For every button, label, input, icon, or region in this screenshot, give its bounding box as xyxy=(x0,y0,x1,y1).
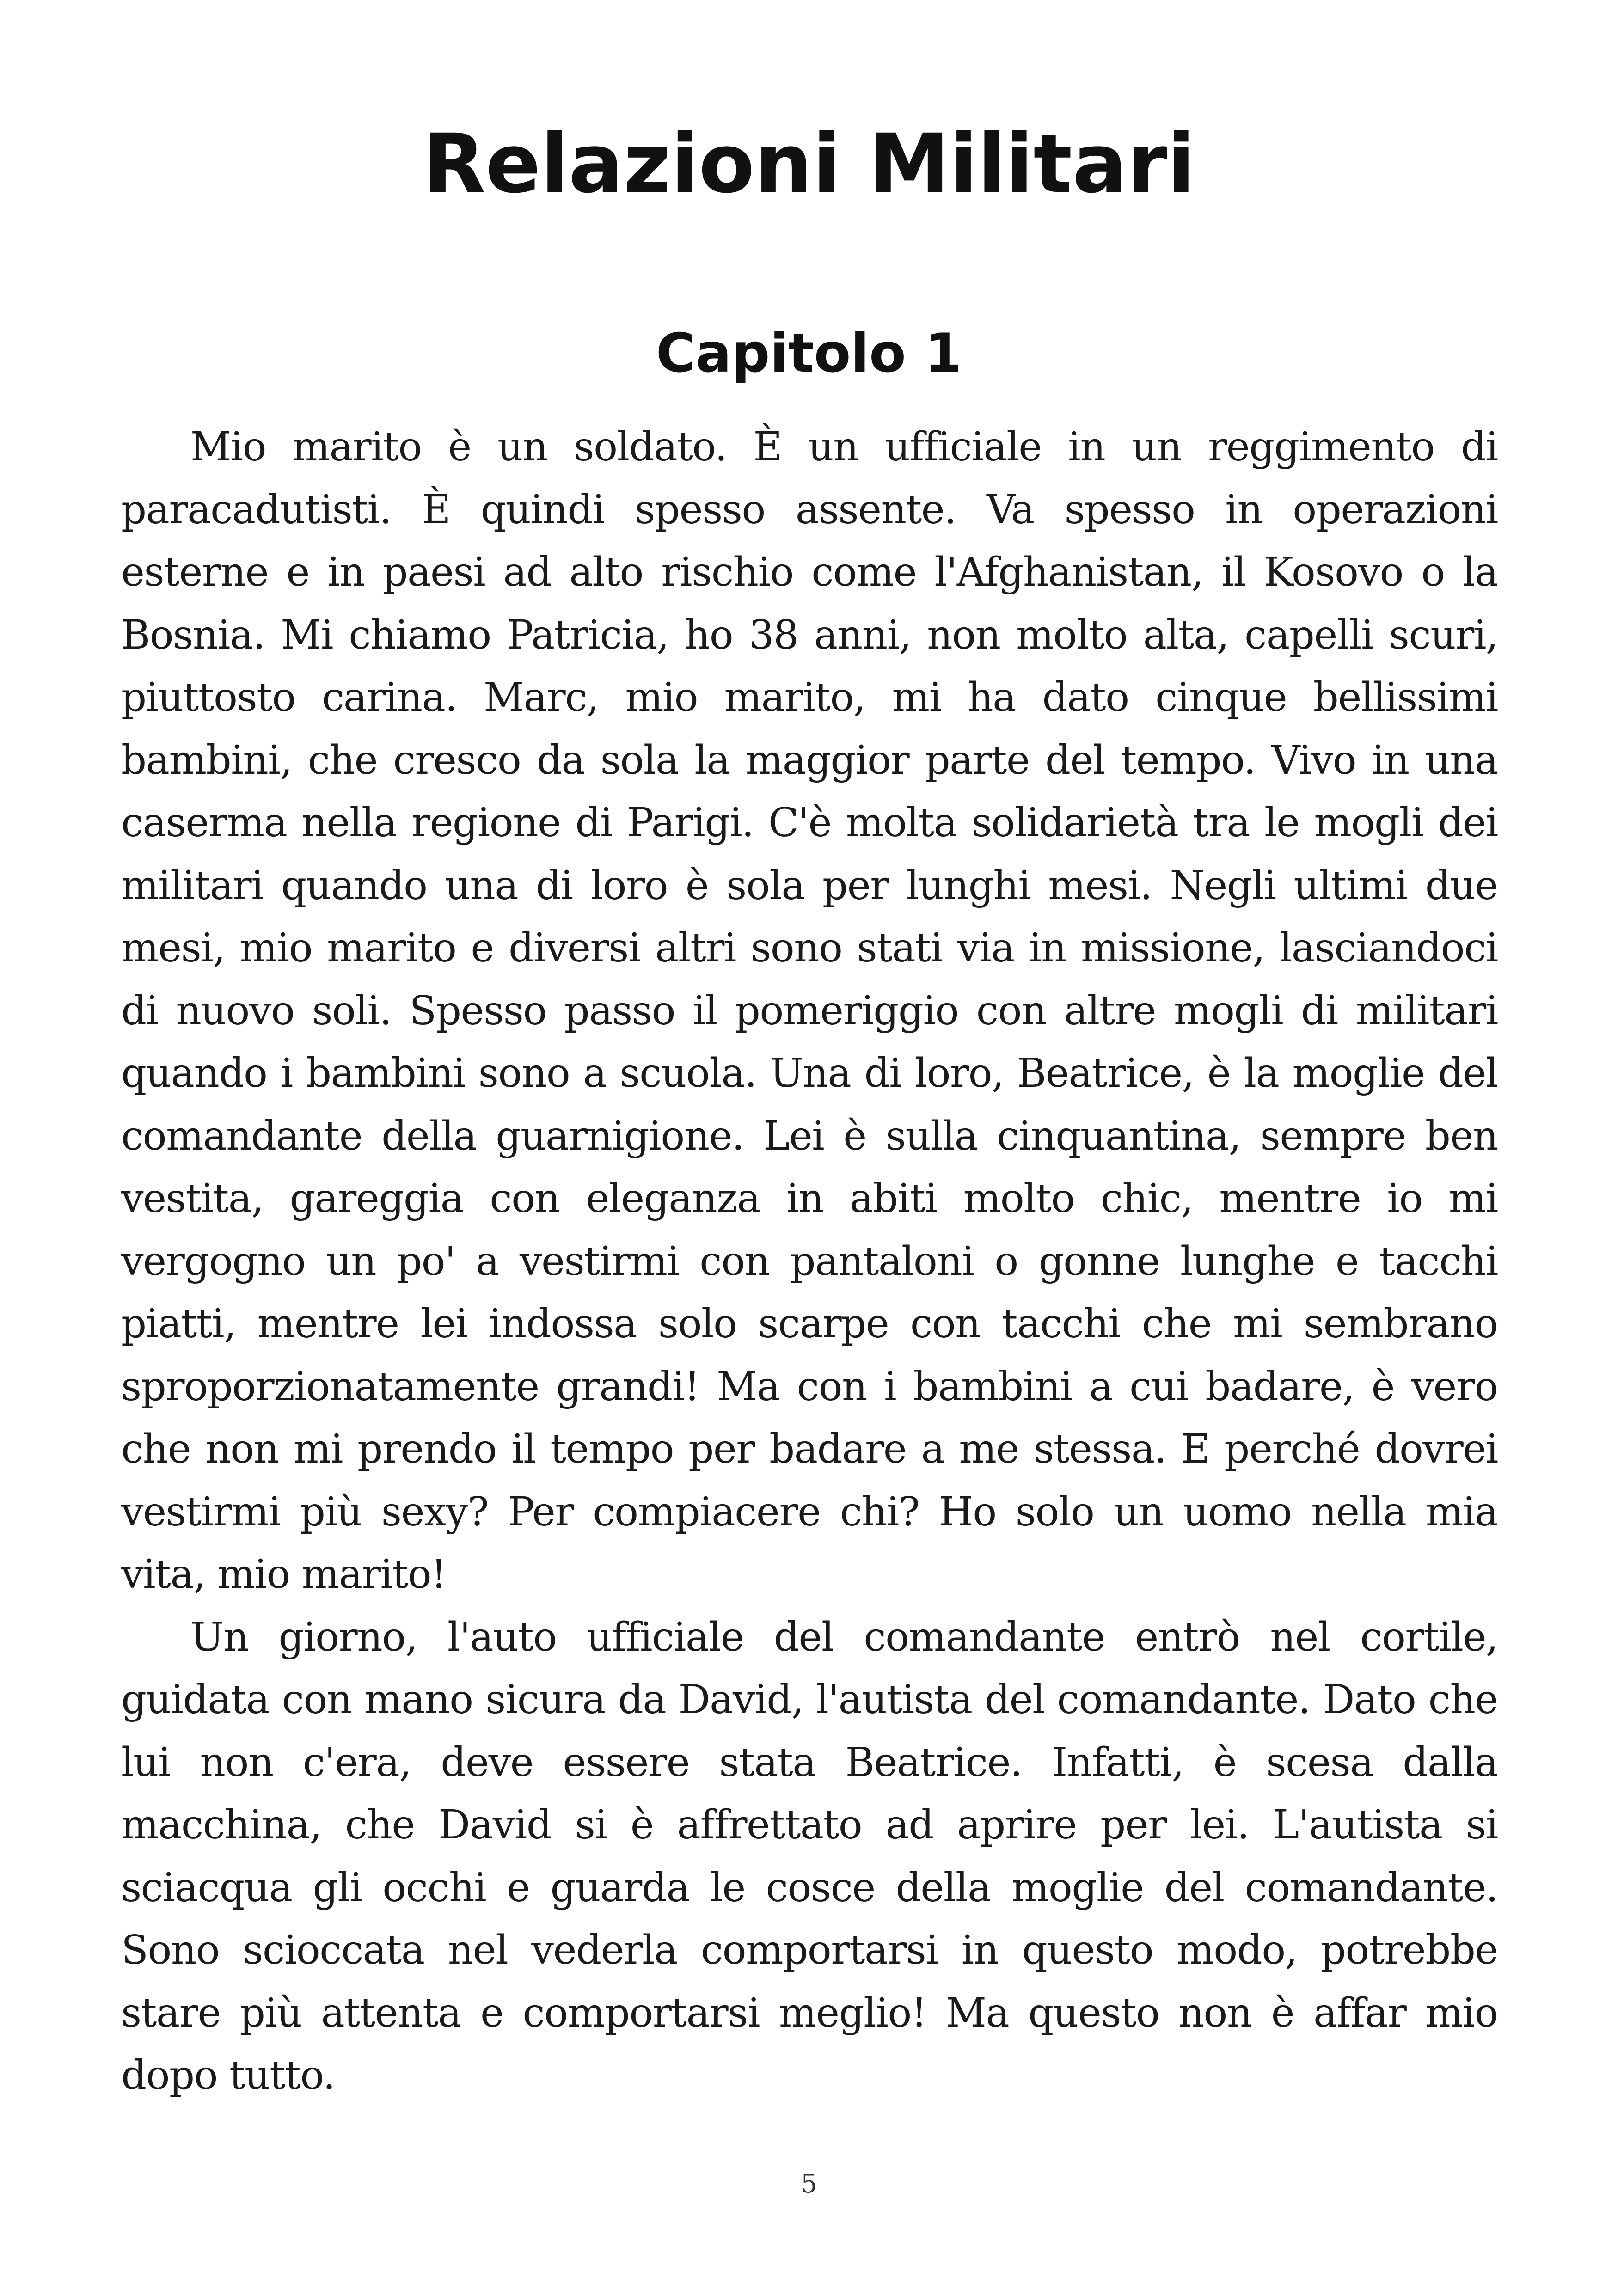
chapter-title: Capitolo 1 xyxy=(656,322,962,385)
paragraph: Un giorno, l'auto ufficiale del comandante entrò nel cortile, guidata con mano sicura da David, l'autista del comandante. Dato che lui non c'era, deve essere stata Beatrice. Infatti, è scesa dalla macchina, che David si è affrettato ad aprire per lei. L'autista si sciacqua gli occhi e guarda le cosce della moglie del comandante. Sono scioccata nel vederla comportarsi in questo modo, potrebbe stare più attenta e comportarsi meglio! Ma questo non è affar mio dopo tutto. xyxy=(121,1614,1498,2099)
book-title: Relazioni Militari xyxy=(423,116,1195,211)
paragraph: Mio marito è un soldato. È un ufficiale in un reggimento di paracadutisti. È quindi spesso assente. Va spesso in operazioni esterne e in paesi ad alto rischio come l'Afghanistan, il Kosovo o la Bosnia. Mi chiamo Patricia, ho 38 anni, non molto alta, capelli scuri, piuttosto carina. Marc, mio marito, mi ha dato cinque bellissimi bambini, che cresco da sola la maggior parte del tempo. Vivo in una caserma nella regione di Parigi. C'è molta solidarietà tra le mogli dei militari quando una di loro è sola per lunghi mesi. Negli ultimi due mesi, mio marito e diversi altri sono stati via in missione, lasciandoci di nuovo soli. Spesso passo il pomeriggio con altre mogli di militari quando i bambini sono a scuola. Una di loro, Beatrice, è la moglie del comandante della guarnigione. Lei è sulla cinquantina, sempre ben vestita, gareggia con eleganza in abiti molto chic, mentre io mi vergogno un po' a vestirmi con pantaloni o gonne lunghe e tacchi piatti, mentre lei indossa solo scarpe con tacchi che mi sembrano sproporzionatamente grandi! Ma con i bambini a cui badare, è vero che non mi prendo il tempo per badare a me stessa. E perché dovrei vestirmi più sexy? Per compiacere chi? Ho solo un uomo nella mia vita, mio marito! xyxy=(121,424,1498,1598)
chapter-body xyxy=(121,416,1498,2107)
page-number: 5 xyxy=(801,2169,817,2199)
